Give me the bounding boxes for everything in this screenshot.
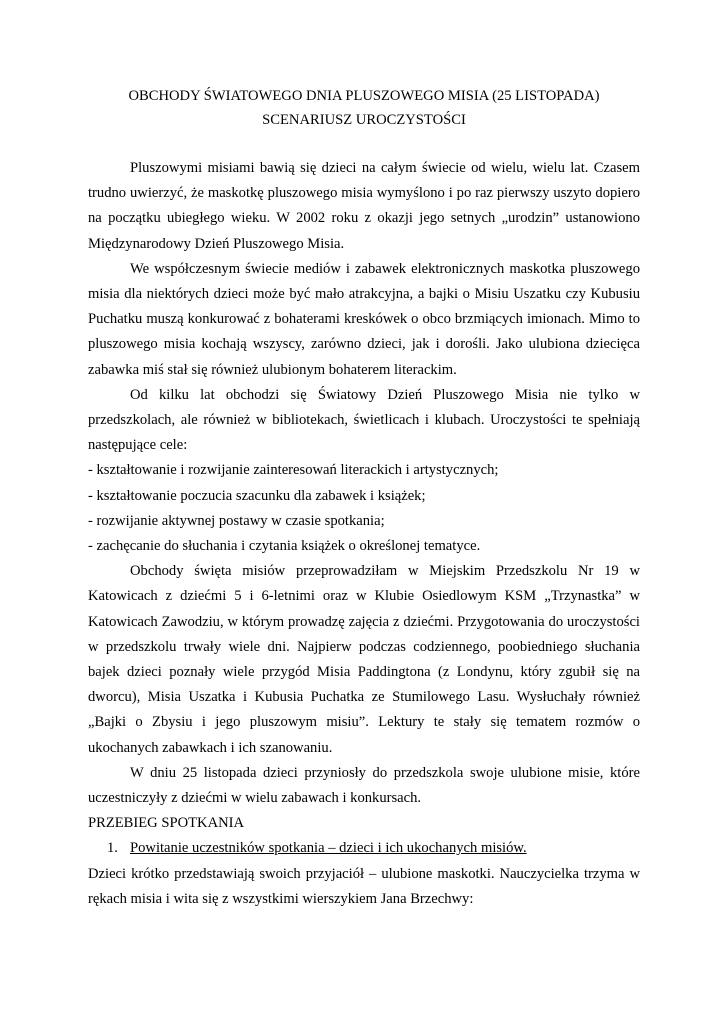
- goal-item: - rozwijanie aktywnej postawy w czasie spotkania;: [88, 512, 385, 529]
- paragraph-intro: Pluszowymi misiami bawią się dzieci na całym świecie od wielu, wielu lat. Czasem trudno uwierzyć, że maskotkę pluszowego misia wymyślono i po raz pierwszy uszyto dopiero na początku ubiegłego wieku. W 2002 roku z okazji jego setnych „urodzin” ustanowiono Międzynarodowy Dzień Pluszowego Misia.: [88, 160, 640, 252]
- goal-item: - kształtowanie i rozwijanie zainteresowań literackich i artystycznych;: [88, 462, 499, 479]
- document-subtitle: SCENARIUSZ UROCZYSTOŚCI: [262, 112, 466, 128]
- paragraph-media: We współczesnym świecie mediów i zabawek elektronicznych maskotka pluszowego misia dla niektórych dzieci może być mało atrakcyjna, a bajki o Misiu Uszatku czy Kubusiu Puchatku muszą konkurować z bohaterami kreskówek o obco brzmiących imionach. Mimo to pluszowego misia kochają wszyscy, zarówno dzieci, jak i dorośli. Jako ulubiona dziecięca zabawka miś stał się również ulubionym bohaterem literackim.: [88, 260, 640, 378]
- paragraph-organization: Obchody święta misiów przeprowadziłam w Miejskim Przedszkolu Nr 19 w Katowicach z dziećmi 5 i 6-letnimi oraz w Klubie Osiedlowym KSM „Trzynastka” w Katowicach Zawodziu, w którym prowadzę zajęcia z dziećmi. Przygotowania do uroczystości w przedszkolu trwały wiele dni. Najpierw podczas codziennego, poobiedniego słuchania bajek dzieci poznały wiele przygód Misia Paddingtona (z Londynu, który zgubił się na dworcu), Misia Uszatka i Kubusia Puchatka ze Stumilowego Lasu. Wysłuchały również „Bajki o Zbysiu i jego pluszowym misiu”. Lektury te stały się tematem rozmów o ukochanych zabawkach i ich szanowaniu.: [88, 563, 640, 756]
- document-title: OBCHODY ŚWIATOWEGO DNIA PLUSZOWEGO MISIA (25 LISTOPADA): [128, 88, 600, 104]
- goal-item: - zachęcanie do słuchania i czytania książek o określonej tematyce.: [88, 538, 481, 555]
- goal-item: - kształtowanie poczucia szacunku dla zabawek i książek;: [88, 487, 426, 504]
- document-page: [88, 84, 640, 912]
- step-1-title: Powitanie uczestników spotkania – dzieci i ich ukochanych misiów.: [130, 840, 527, 857]
- step-1-number: 1.: [107, 840, 118, 857]
- step-1-text: Dzieci krótko przedstawiają swoich przyjaciół – ulubione maskotki. Nauczycielka trzyma w rękach misia i wita się z wszystkimi wierszykiem Jana Brzechwy:: [88, 865, 640, 907]
- section-heading: PRZEBIEG SPOTKANIA: [88, 815, 245, 832]
- step-1: [88, 836, 640, 861]
- title-block: [88, 84, 640, 132]
- paragraph-event-day: W dniu 25 listopada dzieci przyniosły do przedszkola swoje ulubione misie, które uczestniczyły z dziećmi w wielu zabawach i konkursach.: [88, 764, 640, 807]
- paragraph-celebration: Od kilku lat obchodzi się Światowy Dzień Pluszowego Misia nie tylko w przedszkolach, ale również w bibliotekach, świetlicach i klubach. Uroczystości te spełniają następujące cele:: [88, 386, 640, 454]
